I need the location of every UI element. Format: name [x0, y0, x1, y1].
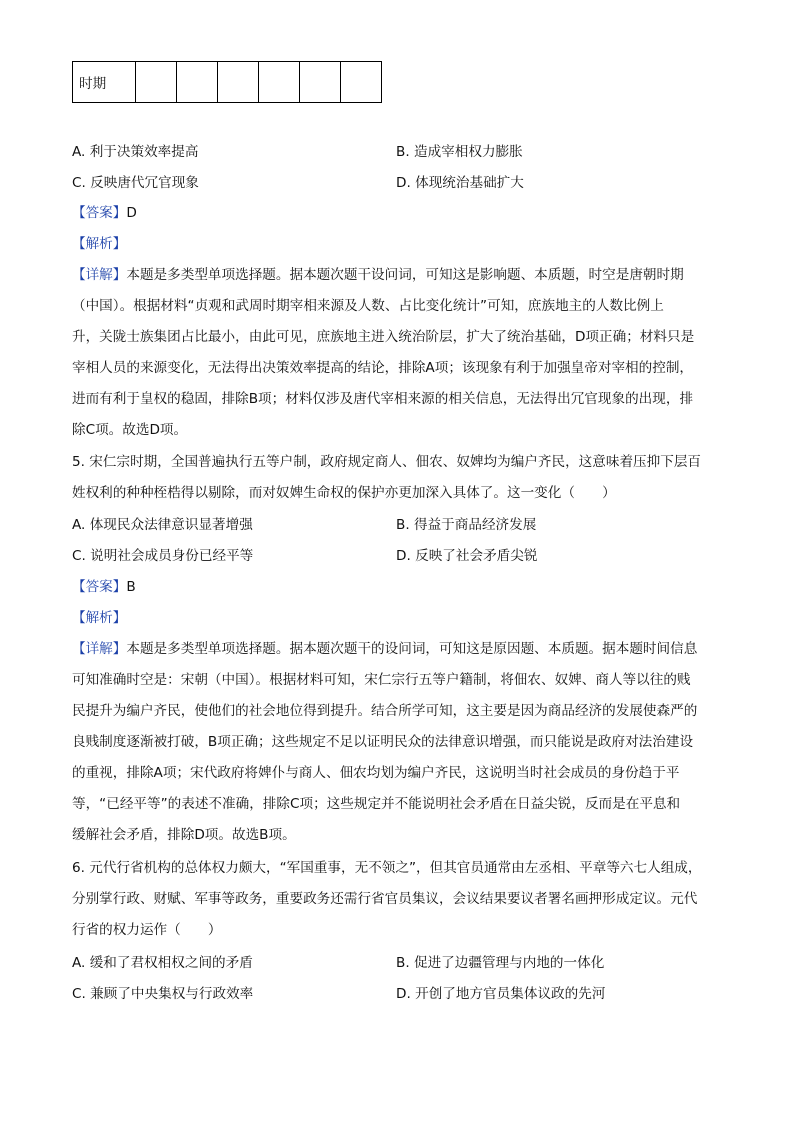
q5-option-b: B. 得益于商品经济发展	[396, 517, 537, 533]
q6-stem: 6. 元代行省机构的总体权力颇大，“军国重事，无不领之”，但其官员通常由左丞相、平章等六七人组成， 分别掌行政、财赋、军事等政务，重要政务还需行省官员集议，会议结果要议者署名画押形成定议。元代 行省的权力运作（ ）	[72, 860, 702, 938]
q5-option-c: C. 说明社会成员身份已经平等	[72, 548, 254, 564]
q6-option-a: A. 缓和了君权相权之间的矛盾	[72, 955, 253, 971]
table-cell	[300, 62, 341, 103]
q5-analysis-label: 【解析】	[72, 610, 127, 626]
q4-option-d: D. 体现统治基础扩大	[396, 175, 524, 191]
q6-option-b: B. 促进了边疆管理与内地的一体化	[396, 955, 605, 971]
q4-option-c: C. 反映唐代冗官现象	[72, 175, 199, 191]
q6-option-c: C. 兼顾了中央集权与行政效率	[72, 986, 254, 1002]
period-header-cell: 时期	[73, 62, 136, 103]
q5-option-d: D. 反映了社会矛盾尖锐	[396, 548, 538, 564]
q5-option-a: A. 体现民众法律意识显著增强	[72, 517, 253, 533]
table-cell	[341, 62, 382, 103]
period-table	[72, 61, 382, 103]
q4-analysis-label: 【解析】	[72, 236, 127, 252]
q5-answer: 【答案】B	[72, 579, 136, 595]
q4-detail: 【详解】本题是多类型单项选择题。据本题次题干设问词，可知这是影响题、本质题，时空是唐朝时期 （中国）。根据材料“贞观和武周时期宰相来源及人数、占比变化统计”可知，庶族地主的人数比例上 升，关陇士族集团占比最小，由此可见，庶族地主进入统治阶层，扩大了统治基础，D项正确；材料只是 宰相人员的来源变化，无法得出决策效率提高的结论，排除A项；该现象有利于加强皇帝对宰相的控制， 进而有利于皇权的稳固，排除B项；材料仅涉及唐代宰相来源的相关信息，无法得出冗官现象的出现，排 除C项。故选D项。	[72, 267, 695, 438]
q5-detail: 【详解】本题是多类型单项选择题。据本题次题干的设问词，可知这是原因题、本质题。据本题时间信息 可知准确时空是：宋朝（中国）。根据材料可知，宋仁宗行五等户籍制，将佃农、奴婢、商人等以往的贱 民提升为编户齐民，使他们的社会地位得到提升。结合所学可知，这主要是因为商品经济的发展使森严的 良贱制度逐渐被打破，B项正确；这些规定不足以证明民众的法律意识增强，而只能说是政府对法治建设 的重视，排除A项；宋代政府将婢仆与商人、佃农均划为编户齐民，这说明当时社会成员的身份趋于平 等，“已经平等”的表述不准确，排除C项；这些规定并不能说明社会矛盾在日益尖锐，反而是在平息和 缓解社会矛盾，排除D项。故选B项。	[72, 641, 698, 843]
q4-answer: 【答案】D	[72, 205, 137, 221]
table-cell	[259, 62, 300, 103]
table-cell	[218, 62, 259, 103]
table-cell	[177, 62, 218, 103]
table-cell	[136, 62, 177, 103]
q5-stem: 5. 宋仁宗时期，全国普遍执行五等户制，政府规定商人、佃农、奴婢均为编户齐民，这意味着压抑下层百 姓权利的种种桎梏得以剔除，而对奴婢生命权的保护亦更加深入具体了。这一变化（ ）	[72, 454, 702, 501]
q4-option-b: B. 造成宰相权力膨胀	[396, 144, 523, 160]
q4-option-a: A. 利于决策效率提高	[72, 144, 199, 160]
q6-option-d: D. 开创了地方官员集体议政的先河	[396, 986, 606, 1002]
